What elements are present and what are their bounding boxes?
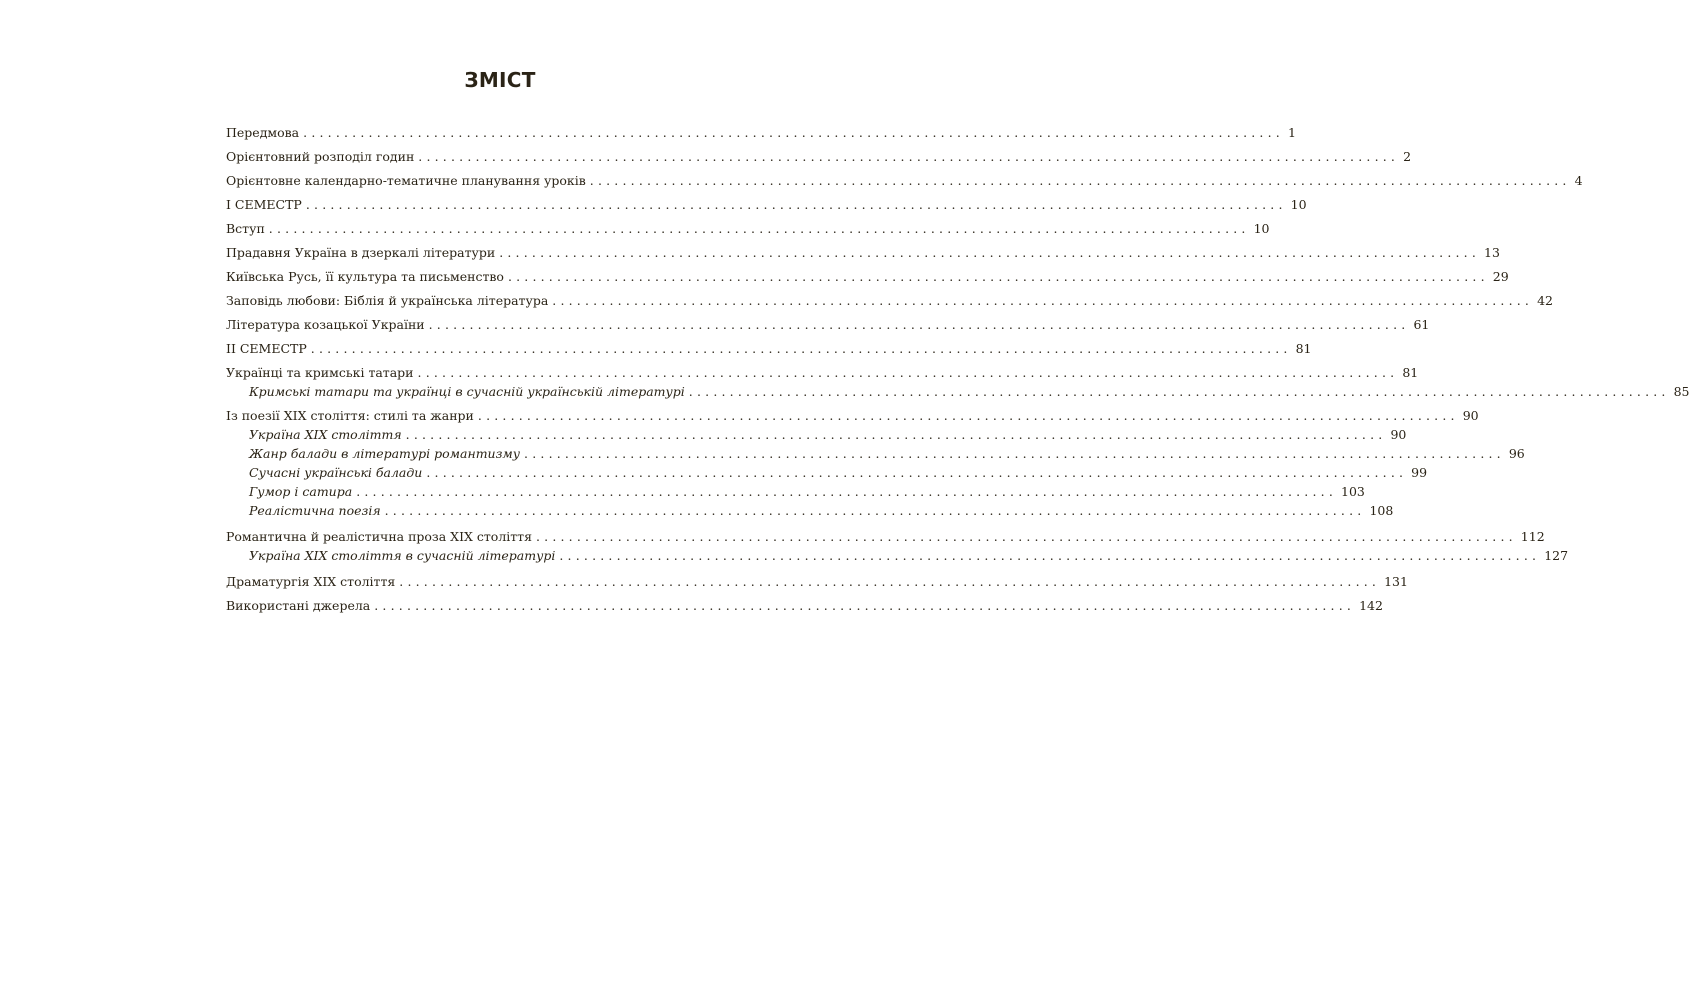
dot-leader: ........................................................................................................................	[688, 384, 1670, 399]
toc-subentry-page: 127	[1544, 548, 1569, 563]
toc-subentry[interactable]	[226, 464, 1428, 481]
toc-subentry-label: Україна XIX століття	[249, 427, 402, 442]
dot-leader: ........................................................................................................................	[384, 503, 1366, 518]
dot-leader: ........................................................................................................................	[268, 221, 1250, 236]
toc-entry[interactable]	[226, 597, 1383, 614]
dot-leader: ........................................................................................................................	[535, 529, 1517, 544]
toc-entry[interactable]	[226, 340, 1312, 357]
dot-leader: ........................................................................................................................	[559, 548, 1541, 563]
toc-entry-label: Заповідь любови: Біблія й українська література	[226, 293, 549, 308]
toc-subentry-page: 108	[1369, 503, 1394, 518]
toc-entry-page: 10	[1253, 221, 1270, 236]
dot-leader: ........................................................................................................................	[477, 408, 1459, 423]
toc-entry-label: Драматургія XIX століття	[226, 574, 396, 589]
toc-entry-label: Із поезії XIX століття: стилі та жанри	[226, 408, 474, 423]
toc-entry[interactable]	[226, 364, 1419, 381]
toc-entry-label: Використані джерела	[226, 598, 371, 613]
toc-entry-page: 29	[1492, 269, 1509, 284]
dot-leader: ........................................................................................................................	[552, 293, 1534, 308]
toc-entry[interactable]	[226, 172, 1583, 189]
dot-leader: ........................................................................................................................	[356, 484, 1337, 499]
toc-entry[interactable]	[226, 244, 1500, 261]
toc-subentry-page: 96	[1508, 446, 1525, 461]
toc-subentry[interactable]	[226, 426, 1407, 443]
toc-entry-page: 1	[1287, 125, 1296, 140]
dot-leader: ........................................................................................................................	[589, 173, 1571, 188]
dot-leader: ........................................................................................................................	[428, 317, 1410, 332]
toc-entry[interactable]	[226, 316, 1430, 333]
toc-subentry[interactable]	[226, 383, 1690, 400]
toc-entry-label: Література козацької України	[226, 317, 425, 332]
toc-entry-page: 13	[1484, 245, 1500, 260]
toc-subentry-page: 85	[1673, 384, 1690, 399]
toc-subentry-label: Кримські татари та українці в сучасній українській літературі	[249, 384, 685, 399]
toc-entry[interactable]	[226, 573, 1408, 590]
toc-subentry[interactable]	[226, 483, 1365, 500]
toc-entry-label: Прадавня Україна в дзеркалі літератури	[226, 245, 496, 260]
dot-leader: ........................................................................................................................	[303, 125, 1284, 140]
toc-entry-label: І СЕМЕСТР	[226, 197, 302, 212]
toc-entry-page: 81	[1402, 365, 1419, 380]
toc-entry-label: Українці та кримські татари	[226, 365, 414, 380]
toc-subentry-label: Сучасні українські балади	[249, 465, 423, 480]
toc-subentry-page: 99	[1411, 465, 1428, 480]
dot-leader: ........................................................................................................................	[499, 245, 1481, 260]
toc-subentry-label: Гумор і сатира	[249, 484, 353, 499]
toc-entry-page: 10	[1290, 197, 1307, 212]
dot-leader: ........................................................................................................................	[507, 269, 1489, 284]
page-title: ЗМІСТ	[464, 68, 536, 92]
dot-leader: ........................................................................................................................	[310, 341, 1292, 356]
dot-leader: ........................................................................................................................	[399, 574, 1381, 589]
dot-leader: ........................................................................................................................	[524, 446, 1505, 461]
toc-subentry-page: 90	[1390, 427, 1407, 442]
toc-entry-page: 131	[1384, 574, 1408, 589]
toc-entry-page: 90	[1462, 408, 1479, 423]
toc-entry-label: Романтична й реалістична проза XIX століття	[226, 529, 532, 544]
toc-entry[interactable]	[226, 407, 1479, 424]
toc-entry-page: 81	[1295, 341, 1312, 356]
toc-entry-page: 112	[1520, 529, 1545, 544]
toc-entry[interactable]	[226, 196, 1307, 213]
toc-entry-label: Орієнтовний розподіл годин	[226, 149, 415, 164]
dot-leader: ........................................................................................................................	[305, 197, 1287, 212]
toc-entry-page: 142	[1359, 598, 1383, 613]
toc-entry-label: Орієнтовне календарно-тематичне планування уроків	[226, 173, 586, 188]
dot-leader: ........................................................................................................................	[374, 598, 1356, 613]
toc-subentry[interactable]	[226, 502, 1394, 519]
dot-leader: ........................................................................................................................	[405, 427, 1387, 442]
toc-entry[interactable]	[226, 268, 1509, 285]
table-of-contents	[226, 124, 1690, 614]
toc-entry[interactable]	[226, 124, 1296, 141]
toc-entry-label: ІІ СЕМЕСТР	[226, 341, 307, 356]
toc-subentry[interactable]	[226, 547, 1569, 564]
toc-entry-page: 4	[1574, 173, 1583, 188]
toc-entry[interactable]	[226, 292, 1553, 309]
toc-entry-page: 42	[1537, 293, 1553, 308]
dot-leader: ........................................................................................................................	[426, 465, 1408, 480]
toc-subentry-page: 103	[1341, 484, 1365, 499]
toc-entry-label: Передмова	[226, 125, 300, 140]
toc-entry[interactable]	[226, 528, 1545, 545]
toc-entry[interactable]	[226, 148, 1412, 165]
toc-subentry-label: Реалістична поезія	[249, 503, 381, 518]
toc-entry[interactable]	[226, 220, 1270, 237]
toc-entry-page: 61	[1413, 317, 1430, 332]
toc-subentry[interactable]	[226, 445, 1525, 462]
toc-subentry-label: Жанр балади в літературі романтизму	[249, 446, 521, 461]
toc-entry-label: Вступ	[226, 221, 265, 236]
dot-leader: ........................................................................................................................	[417, 365, 1399, 380]
toc-entry-page: 2	[1403, 149, 1412, 164]
toc-subentry-label: Україна XIX століття в сучасній літературі	[249, 548, 556, 563]
toc-entry-label: Київська Русь, її культура та письменство	[226, 269, 504, 284]
dot-leader: ........................................................................................................................	[418, 149, 1400, 164]
